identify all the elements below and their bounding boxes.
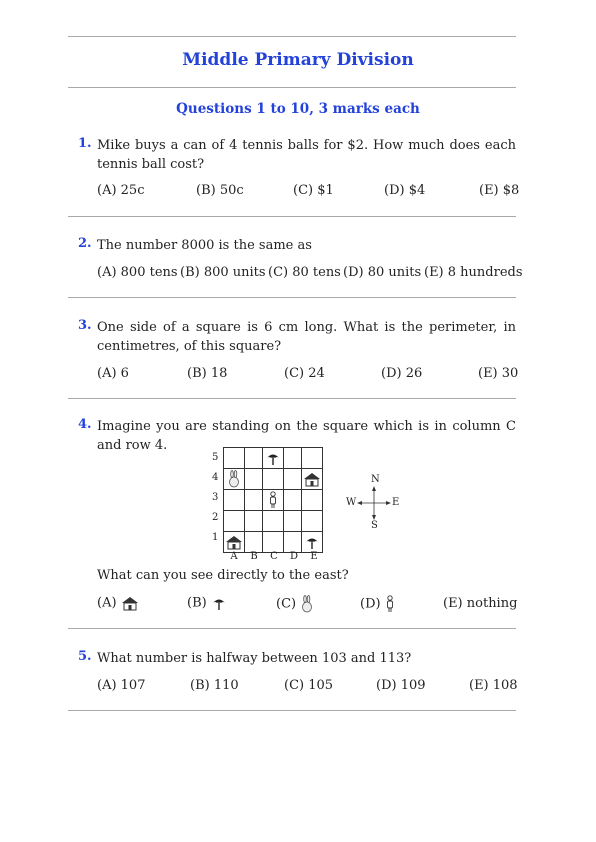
divider: [68, 628, 516, 629]
option-e[interactable]: (E) 108: [469, 678, 518, 693]
option-c[interactable]: (C) 80 tens: [268, 265, 341, 280]
grid-table: [223, 447, 323, 553]
rabbit-icon: [300, 595, 314, 613]
tree-icon: [265, 450, 281, 466]
option-a[interactable]: (A) 107: [97, 678, 146, 693]
grid-cell: [302, 511, 323, 532]
question-text: Mike buys a can of 4 tennis balls for $2. How much does each tennis ball cost?: [97, 138, 516, 172]
grid-cell: [263, 448, 284, 469]
option-b[interactable]: (B) 110: [190, 678, 239, 693]
question-number: 4.: [78, 417, 92, 432]
grid-cell: [224, 511, 245, 532]
question-text: What number is halfway between 103 and 113?: [97, 651, 412, 666]
option-label: (B): [187, 595, 207, 611]
option-b[interactable]: (B) 50c: [196, 183, 244, 198]
bottom-rule: [68, 710, 516, 711]
row-label: 2: [212, 512, 219, 523]
grid-cell: [224, 469, 245, 490]
house-icon: [225, 534, 243, 550]
row-label: 5: [212, 452, 219, 463]
column-label: D: [289, 551, 299, 562]
grid-cell: [302, 469, 323, 490]
row-label: 4: [212, 472, 219, 483]
column-label: A: [230, 551, 238, 562]
grid-cell: [263, 532, 284, 553]
option-c[interactable]: (C) $1: [293, 183, 334, 198]
option-d[interactable]: [360, 595, 395, 613]
column-label: B: [250, 551, 258, 562]
section-subtitle: Questions 1 to 10, 3 marks each: [176, 101, 420, 117]
row-label: 3: [212, 492, 219, 503]
house-icon: [121, 595, 139, 611]
grid-cell: [263, 469, 284, 490]
option-d[interactable]: (D) 26: [381, 366, 423, 381]
person-icon: [268, 491, 278, 509]
grid-cell: [244, 448, 263, 469]
compass-north-label: N: [371, 474, 380, 485]
row-label: 1: [212, 532, 219, 543]
grid-cell: [283, 469, 302, 490]
option-e[interactable]: (E) nothing: [443, 596, 518, 611]
question-number: 5.: [78, 649, 92, 664]
person-icon: [385, 595, 395, 613]
grid-cell: [283, 511, 302, 532]
grid-cell: [244, 469, 263, 490]
option-b[interactable]: (B) 800 units: [180, 265, 266, 280]
option-e[interactable]: (E) 30: [478, 366, 519, 381]
question-text: The number 8000 is the same as: [97, 238, 312, 253]
grid-cell: [244, 490, 263, 511]
question-followup: What can you see directly to the east?: [97, 568, 349, 583]
option-label: (C): [276, 596, 297, 612]
tree-icon: [304, 534, 320, 550]
top-rule: [68, 36, 516, 37]
option-e[interactable]: (E) $8: [479, 183, 520, 198]
option-c[interactable]: (C) 105: [284, 678, 334, 693]
question-text: Imagine you are standing on the square which is in column C and row 4.: [97, 419, 516, 453]
option-d[interactable]: (D) $4: [384, 183, 426, 198]
divider: [68, 216, 516, 217]
grid-cell: [244, 532, 263, 553]
column-label: E: [310, 551, 318, 562]
page-title: Middle Primary Division: [182, 50, 414, 70]
grid-cell: [302, 490, 323, 511]
tree-icon: [211, 595, 227, 611]
house-icon: [303, 471, 321, 487]
grid-cell: [224, 490, 245, 511]
grid-cell: [224, 532, 245, 553]
compass-west-label: W: [346, 497, 357, 508]
compass-south-label: S: [371, 520, 378, 531]
divider: [68, 297, 516, 298]
grid-cell: [283, 532, 302, 553]
question-number: 2.: [78, 236, 92, 251]
option-d[interactable]: (D) 109: [376, 678, 426, 693]
rabbit-icon: [227, 470, 241, 488]
option-a[interactable]: (A) 800 tens: [97, 265, 178, 280]
question-text: One side of a square is 6 cm long. What is the perimeter, in centimetres, of this square?: [97, 320, 516, 354]
compass-east-label: E: [392, 497, 400, 508]
option-label: (A): [97, 595, 117, 611]
title-rule: [68, 87, 516, 88]
grid-cell: [302, 532, 323, 553]
option-a[interactable]: [97, 595, 139, 611]
option-e[interactable]: (E) 8 hundreds: [424, 265, 523, 280]
grid-cell: [224, 448, 245, 469]
divider: [68, 398, 516, 399]
question-number: 1.: [78, 136, 92, 151]
option-b[interactable]: (B) 18: [187, 366, 228, 381]
option-label: (D): [360, 596, 381, 612]
option-a[interactable]: (A) 25c: [97, 183, 145, 198]
grid-cell: [283, 490, 302, 511]
column-label: C: [270, 551, 278, 562]
option-d[interactable]: (D) 80 units: [343, 265, 422, 280]
option-c[interactable]: (C) 24: [284, 366, 325, 381]
compass-arrows-icon: [356, 485, 392, 521]
grid-cell: [302, 448, 323, 469]
grid-cell: [283, 448, 302, 469]
option-b[interactable]: [187, 595, 227, 611]
question-number: 3.: [78, 318, 92, 333]
grid-cell: [244, 511, 263, 532]
option-a[interactable]: (A) 6: [97, 366, 129, 381]
grid-cell: [263, 511, 284, 532]
option-c[interactable]: [276, 595, 314, 613]
grid-cell: [263, 490, 284, 511]
